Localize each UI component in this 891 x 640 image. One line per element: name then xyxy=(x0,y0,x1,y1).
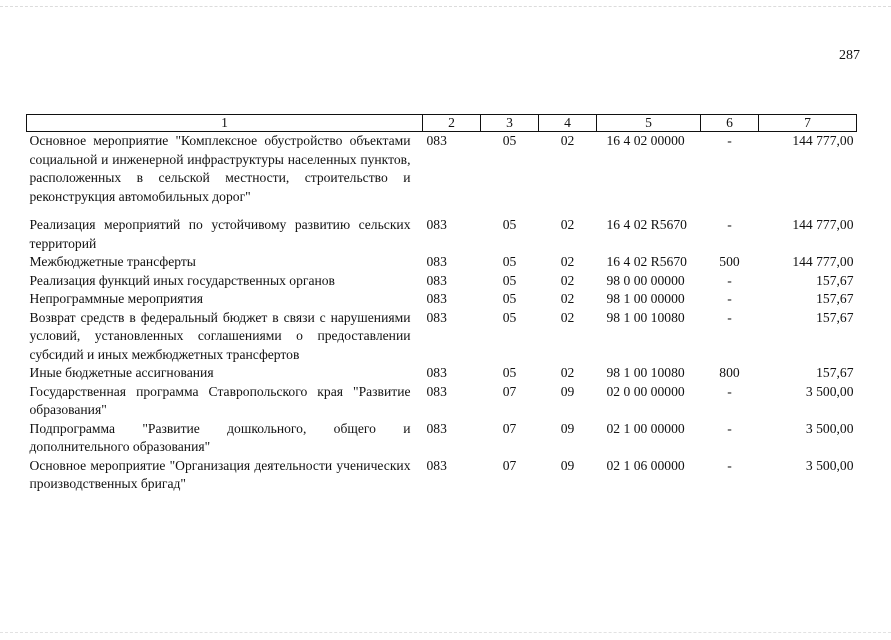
admin-code: 083 xyxy=(426,365,447,380)
expense-type-code: - xyxy=(727,217,732,232)
row-name xyxy=(27,253,423,272)
admin-code: 083 xyxy=(426,309,447,325)
table-row xyxy=(27,132,857,217)
row-name xyxy=(27,457,423,494)
column-header-5: 5 xyxy=(597,115,701,132)
section-code: 07 xyxy=(502,383,517,399)
expense-type-code: - xyxy=(727,457,732,473)
subsection-code: 02 xyxy=(560,254,575,269)
subsection-code: 02 xyxy=(560,291,575,306)
table-row xyxy=(27,272,857,291)
target-article-code: 02 1 00 00000 xyxy=(606,420,685,436)
row-name xyxy=(27,383,423,420)
table-row xyxy=(27,216,857,253)
section-code: 05 xyxy=(502,217,517,232)
section-code: 05 xyxy=(502,309,517,325)
amount: 157,67 xyxy=(816,291,854,306)
row-name xyxy=(27,309,423,365)
expense-type-code: - xyxy=(727,291,732,306)
column-header-7: 7 xyxy=(759,115,857,132)
expense-type-code: 800 xyxy=(719,365,740,380)
row-name xyxy=(27,272,423,291)
subsection-code: 02 xyxy=(560,217,575,232)
admin-code: 083 xyxy=(426,420,447,436)
table-row xyxy=(27,457,857,494)
amount: 144 777,00 xyxy=(792,217,854,232)
section-code: 05 xyxy=(502,133,517,148)
amount: 3 500,00 xyxy=(805,457,854,473)
subsection-code: 02 xyxy=(560,272,575,288)
section-code: 05 xyxy=(502,291,517,306)
table-row xyxy=(27,290,857,309)
row-name-text: Непрограммные мероприятия xyxy=(29,291,203,306)
target-article-code: 16 4 02 R5670 xyxy=(606,217,687,232)
row-name-text: Подпрограмма "Развитие дошкольного, общего и дополнительного образования" xyxy=(29,420,411,454)
admin-code: 083 xyxy=(426,133,447,148)
table-body xyxy=(27,132,857,494)
row-name-text: Реализация мероприятий по устойчивому развитию сельских территорий xyxy=(29,217,411,251)
section-code: 05 xyxy=(502,365,517,380)
subsection-code: 02 xyxy=(560,365,575,380)
row-name xyxy=(27,364,423,383)
expense-type-code: - xyxy=(727,420,732,436)
subsection-code: 09 xyxy=(560,420,575,436)
admin-code: 083 xyxy=(426,217,447,232)
column-header-3: 3 xyxy=(481,115,539,132)
column-header-1: 1 xyxy=(27,115,423,132)
row-name xyxy=(27,420,423,457)
amount: 3 500,00 xyxy=(805,420,854,436)
row-name-text: Иные бюджетные ассигнования xyxy=(29,365,214,380)
subsection-code: 09 xyxy=(560,457,575,473)
budget-table xyxy=(26,114,857,494)
column-header-4: 4 xyxy=(539,115,597,132)
target-article-code: 02 1 06 00000 xyxy=(606,457,685,473)
subsection-code: 02 xyxy=(560,309,575,325)
expense-type-code: - xyxy=(727,133,732,148)
amount: 157,67 xyxy=(816,272,854,288)
expense-type-code: 500 xyxy=(719,254,740,269)
target-article-code: 16 4 02 R5670 xyxy=(606,254,687,269)
admin-code: 083 xyxy=(426,272,447,288)
row-name-text: Реализация функций иных государственных органов xyxy=(29,272,335,288)
amount: 157,67 xyxy=(816,365,854,380)
section-code: 05 xyxy=(502,272,517,288)
row-name-text: Основное мероприятие "Организация деятельности ученических производственных бригад" xyxy=(29,457,411,491)
row-name-text: Возврат средств в федеральный бюджет в связи с нарушениями условий, установленных соглашениями о предоставлении субсидий и иных межбюджетных трансфертов xyxy=(29,309,411,362)
header-row xyxy=(27,115,857,132)
amount: 144 777,00 xyxy=(792,133,854,148)
expense-type-code: - xyxy=(727,383,732,399)
amount: 144 777,00 xyxy=(792,254,854,269)
admin-code: 083 xyxy=(426,291,447,306)
admin-code: 083 xyxy=(426,383,447,399)
expense-type-code: - xyxy=(727,309,732,325)
amount: 3 500,00 xyxy=(805,383,854,399)
target-article-code: 98 1 00 10080 xyxy=(606,309,685,325)
target-article-code: 16 4 02 00000 xyxy=(606,133,685,148)
row-name-text: Государственная программа Ставропольского края "Развитие образования" xyxy=(29,383,411,417)
column-header-6: 6 xyxy=(701,115,759,132)
section-code: 07 xyxy=(502,420,517,436)
table-row xyxy=(27,383,857,420)
table-row xyxy=(27,253,857,272)
admin-code: 083 xyxy=(426,457,447,473)
row-name xyxy=(27,216,423,253)
section-code: 05 xyxy=(502,254,517,269)
row-name xyxy=(27,290,423,309)
table-row xyxy=(27,420,857,457)
column-header-2: 2 xyxy=(423,115,481,132)
row-name xyxy=(27,132,423,217)
subsection-code: 09 xyxy=(560,383,575,399)
subsection-code: 02 xyxy=(560,133,575,148)
table-row xyxy=(27,364,857,383)
table-row xyxy=(27,309,857,365)
scan-edge-top xyxy=(0,6,891,7)
section-code: 07 xyxy=(502,457,517,473)
target-article-code: 98 0 00 00000 xyxy=(606,272,685,288)
scan-edge-bottom xyxy=(0,632,891,633)
amount: 157,67 xyxy=(816,309,854,325)
target-article-code: 98 1 00 10080 xyxy=(606,365,685,380)
target-article-code: 98 1 00 00000 xyxy=(606,291,685,306)
row-name-text: Межбюджетные трансферты xyxy=(29,254,196,269)
page-number: 287 xyxy=(839,48,860,63)
target-article-code: 02 0 00 00000 xyxy=(606,383,685,399)
row-name-text: Основное мероприятие "Комплексное обустройство объектами социальной и инженерной инфраструктуры населенных пунктов, расположенных в сельской местности, строительство и реконструкция автомобильных дорог" xyxy=(29,133,411,204)
admin-code: 083 xyxy=(426,254,447,269)
expense-type-code: - xyxy=(727,272,732,288)
